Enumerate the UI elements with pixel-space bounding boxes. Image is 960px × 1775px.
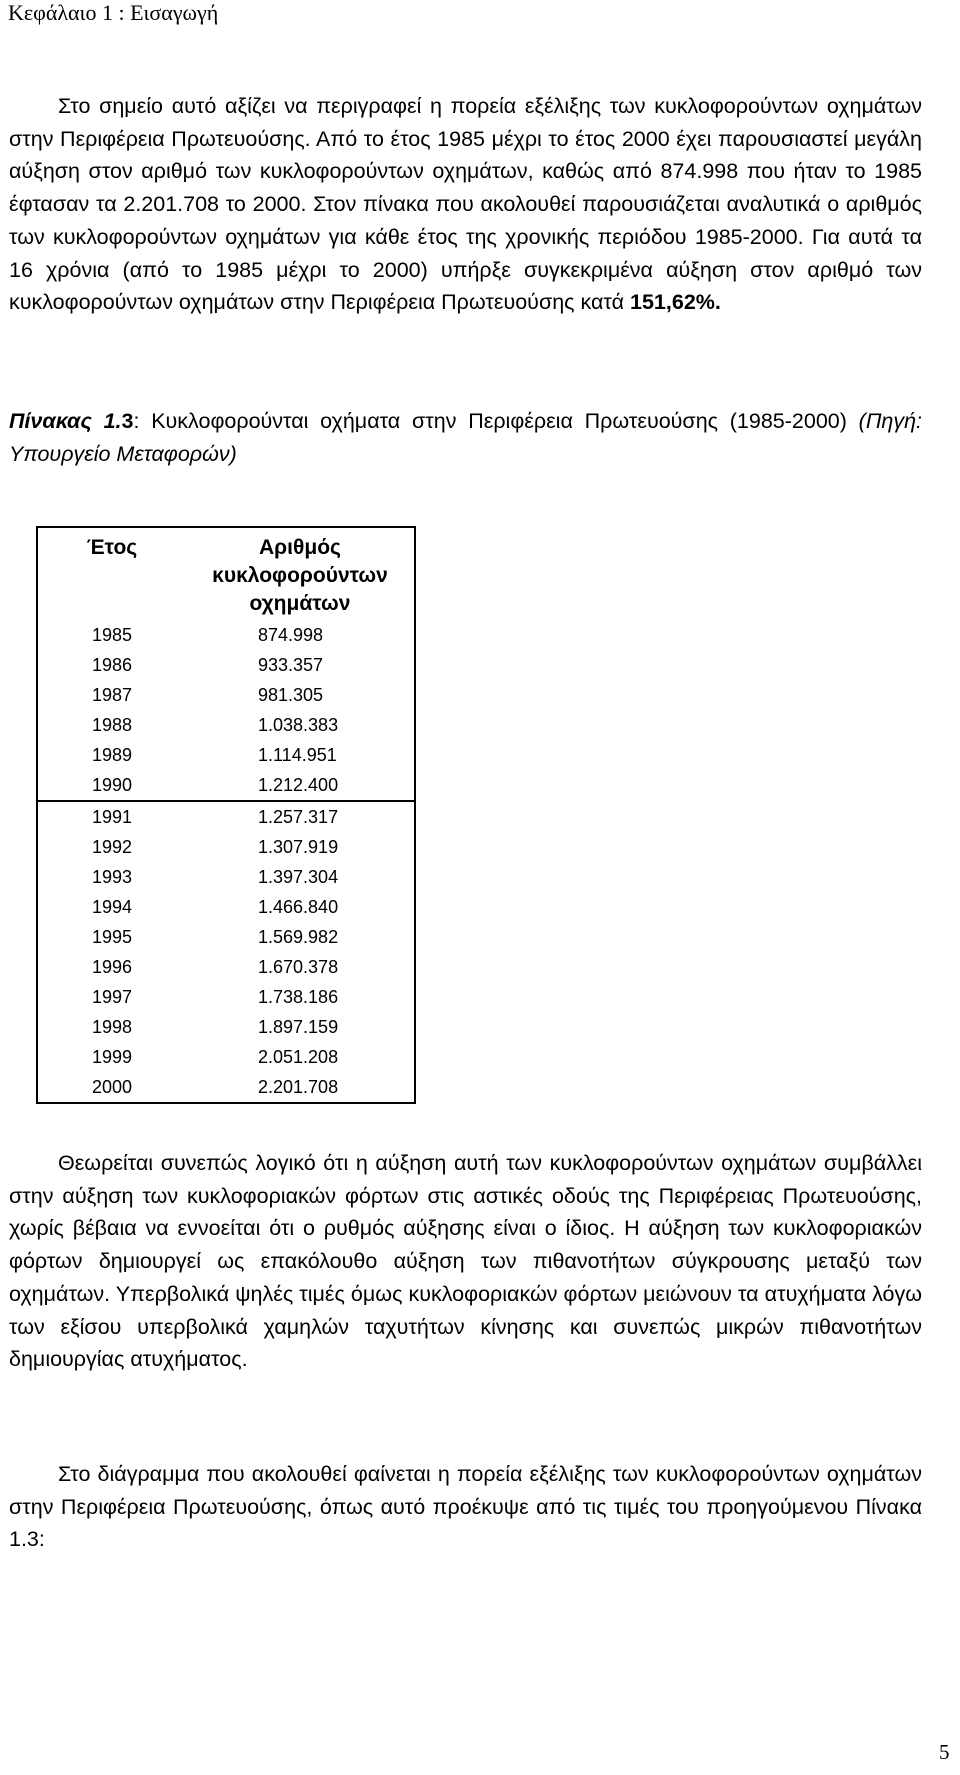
table-header-row: [37, 527, 415, 620]
caption-source: (Πηγή: Υπουργείο Μεταφορών): [9, 409, 922, 466]
cell-count: 2.201.708: [258, 1077, 339, 1097]
cell-count: 874.998: [258, 625, 324, 645]
cell-count: 1.738.186: [258, 987, 339, 1007]
table-body: [37, 620, 415, 1103]
table-caption: [9, 405, 922, 470]
paragraph-2: Θεωρείται συνεπώς λογικό ότι η αύξηση αυτή των κυκλοφορούντων οχημάτων συμβάλλει στην αύξηση των κυκλοφοριακών φόρτων στις αστικές οδούς της Περιφέρειας Πρωτευούσης, χωρίς βέβαια να εννοείται ότι ο ρυθμός αύξησης είναι ο ίδιος. Η αύξηση των κυκλοφοριακών φόρτων δημιουργεί ως επακόλουθο αύξηση των πιθανοτήτων σύγκρουσης μεταξύ των οχημάτων. Υπερβολικά ψηλές τιμές όμως κυκλοφοριακών φόρτων μειώνουν τα ατυχήματα λόγω των εξίσου υπερβολικά χαμηλών ταχυτήτων κίνησης και συνεπώς μικρών πιθανοτήτων δημιουργίας ατυχήματος.: [9, 1151, 922, 1372]
cell-year: 1985: [91, 625, 133, 645]
intro-percentage: 151,62%.: [630, 290, 721, 315]
cell-year: 1994: [91, 897, 133, 917]
table-row: [37, 801, 415, 832]
table-row: [37, 620, 415, 650]
cell-count: 1.257.317: [186, 801, 415, 832]
cell-year: 1992: [91, 837, 133, 857]
cell-year: 1999: [91, 1047, 133, 1067]
table-row: [37, 770, 415, 801]
table-row: [37, 982, 415, 1012]
cell-year: 1991: [37, 801, 186, 832]
table-row: [37, 1012, 415, 1042]
table-row: [37, 832, 415, 862]
caption-text: : Κυκλοφορούνται οχήματα στην Περιφέρεια Πρωτευούσης (1985-2000): [133, 409, 859, 433]
table-row: [37, 680, 415, 710]
page-header: Κεφάλαιο 1 : Εισαγωγή: [8, 0, 219, 25]
vehicles-table: [36, 526, 416, 1104]
cell-count: 1.670.378: [258, 957, 339, 977]
cell-year: 1986: [91, 655, 133, 675]
intro-text: Στο σημείο αυτό αξίζει να περιγραφεί η πορεία εξέλιξης των κυκλοφορούντων οχημάτων στην Περιφέρεια Πρωτευούσης. Από το έτος 1985 μέχρι το έτος 2000 έχει παρουσιαστεί μεγάλη αύξηση στον αριθμό των κυκλοφορούντων οχημάτων, καθώς από 874.998 που ήταν το 1985 έφτασαν τα 2.201.708 το 2000. Στον πίνακα που ακολουθεί παρουσιάζεται αναλυτικά ο αριθμός των κυκλοφορούντων οχημάτων για κάθε έτος της χρονικής περιόδου 1985-2000. Για αυτά τα 16 χρόνια (από το 1985 μέχρι το 2000) υπήρξε συγκεκριμένα αύξηση στον αριθμό των κυκλοφορούντων οχημάτων στην Περιφέρεια Πρωτευούσης κατά: [9, 94, 922, 315]
cell-year: 1997: [91, 987, 133, 1007]
table-row: [37, 892, 415, 922]
cell-count: 1.212.400: [258, 775, 339, 795]
cell-count: 1.397.304: [258, 867, 339, 887]
cell-count: 1.114.951: [258, 745, 337, 765]
table-row: [37, 740, 415, 770]
intro-paragraph: [9, 90, 922, 319]
table-row: [37, 862, 415, 892]
cell-count: 933.357: [258, 655, 324, 675]
cell-count: 2.051.208: [258, 1047, 339, 1067]
cell-year: 1987: [91, 685, 133, 705]
cell-count: 1.897.159: [258, 1017, 339, 1037]
table-row: [37, 952, 415, 982]
cell-count: 1.569.982: [258, 927, 339, 947]
caption-number: 3: [121, 409, 134, 433]
cell-count: 1.466.840: [258, 897, 339, 917]
header-year: Έτος: [86, 536, 138, 559]
cell-year: 1988: [91, 715, 133, 735]
cell-year: 1998: [91, 1017, 133, 1037]
paragraph-3: Στο διάγραμμα που ακολουθεί φαίνεται η πορεία εξέλιξης των κυκλοφορούντων οχημάτων στην Περιφέρεια Πρωτευούσης, όπως αυτό προέκυψε από τις τιμές του προηγούμενου Πίνακα 1.3:: [9, 1462, 922, 1552]
table-row: [37, 1072, 415, 1103]
cell-count: 981.305: [258, 685, 324, 705]
cell-year: 1993: [91, 867, 133, 887]
cell-count: 1.038.383: [258, 715, 339, 735]
table-row: [37, 710, 415, 740]
table-row: [37, 650, 415, 680]
header-count: Αριθμός κυκλοφορούντων οχημάτων: [212, 536, 388, 615]
cell-count: 1.307.919: [258, 837, 339, 857]
cell-year: 2000: [91, 1077, 133, 1097]
table-row: [37, 1042, 415, 1072]
caption-label: Πίνακας 1.: [9, 409, 122, 433]
table-row: [37, 922, 415, 952]
cell-year: 1995: [91, 927, 133, 947]
page-number: 5: [939, 1740, 950, 1764]
cell-year: 1990: [91, 775, 133, 795]
cell-year: 1996: [91, 957, 133, 977]
cell-year: 1989: [91, 745, 133, 765]
